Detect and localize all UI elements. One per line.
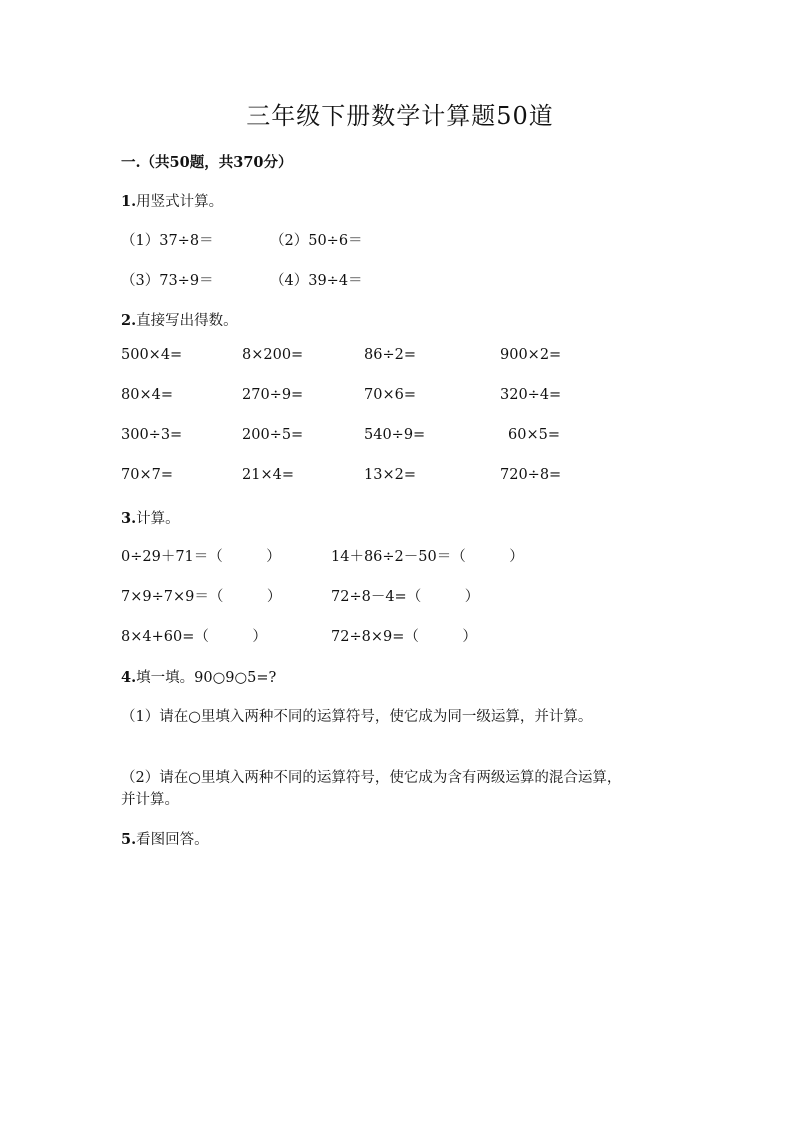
question-3-number: 3. — [121, 510, 137, 527]
question-1-number: 1. — [121, 193, 137, 210]
question-5-prompt: 看图回答。 — [136, 832, 209, 848]
q2-cell: 60×5= — [508, 427, 560, 443]
q2-cell: 70×6= — [364, 387, 416, 403]
q2-cell: 540÷9= — [364, 427, 426, 443]
question-3-prompt: 计算。 — [136, 511, 180, 527]
q3-expression: 8×4+60=（ ） — [121, 629, 267, 645]
question-4-number: 4. — [121, 669, 137, 686]
question-3-heading — [121, 507, 180, 528]
question-1-heading — [121, 190, 223, 211]
question-5-number: 5. — [121, 831, 137, 848]
question-4-heading — [121, 666, 276, 687]
q2-cell: 900×2= — [500, 347, 562, 363]
question-2-heading — [121, 309, 238, 330]
page-title: 三年级下册数学计算题50道 — [246, 102, 554, 130]
q2-cell: 80×4= — [121, 387, 173, 403]
q2-cell: 500×4= — [121, 347, 183, 363]
q3-expression: 14＋86÷2－50＝（ ） — [331, 549, 524, 565]
section-header: 一.（共50题，共370分） — [121, 154, 293, 171]
q4-part-2-line-2: 并计算。 — [121, 792, 179, 808]
q3-expression: 72÷8－4=（ ） — [331, 589, 480, 605]
q3-expression: 0÷29＋71＝（ ） — [121, 549, 281, 565]
q1-item-2: （2）50÷6＝ — [270, 233, 363, 249]
question-5-heading — [121, 828, 209, 849]
q4-part-2-line-1: （2）请在○里填入两种不同的运算符号，使它成为含有两级运算的混合运算， — [121, 770, 622, 786]
q1-item-3: （3）73÷9＝ — [121, 273, 214, 289]
q4-part-1: （1）请在○里填入两种不同的运算符号，使它成为同一级运算，并计算。 — [121, 709, 593, 725]
q2-cell: 720÷8= — [500, 467, 562, 483]
q2-cell: 300÷3= — [121, 427, 183, 443]
q2-cell: 200÷5= — [242, 427, 304, 443]
q3-expression: 72÷8×9=（ ） — [331, 629, 477, 645]
q2-cell: 21×4= — [242, 467, 294, 483]
question-4-prompt: 填一填。90○9○5=? — [136, 670, 277, 686]
q1-item-1: （1）37÷8＝ — [121, 233, 214, 249]
q2-cell: 320÷4= — [500, 387, 562, 403]
q2-cell: 70×7= — [121, 467, 173, 483]
q2-cell: 13×2= — [364, 467, 416, 483]
q2-cell: 8×200= — [242, 347, 304, 363]
q2-cell: 270÷9= — [242, 387, 304, 403]
question-2-prompt: 直接写出得数。 — [136, 313, 238, 329]
question-2-number: 2. — [121, 312, 137, 329]
q2-cell: 86÷2= — [364, 347, 416, 363]
question-1-prompt: 用竖式计算。 — [136, 194, 224, 210]
q3-expression: 7×9÷7×9＝（ ） — [121, 589, 282, 605]
q1-item-4: （4）39÷4＝ — [270, 273, 363, 289]
